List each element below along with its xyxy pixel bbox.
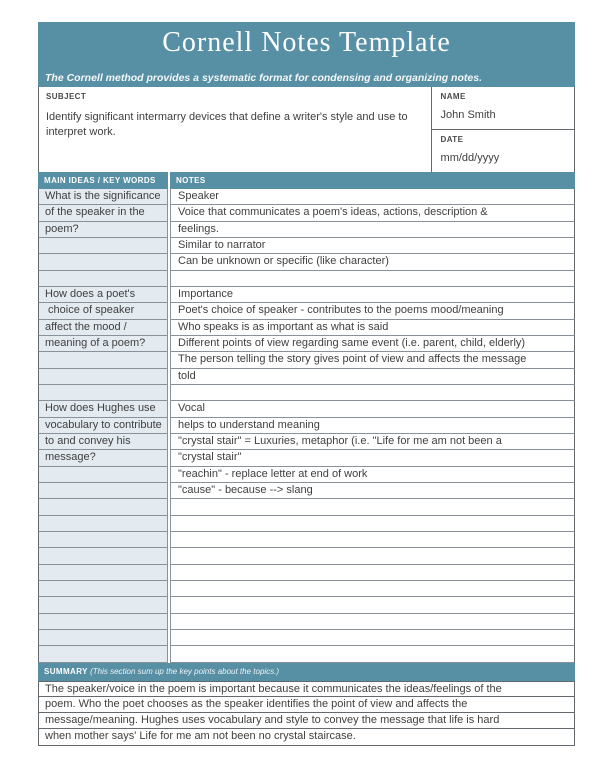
table-row (38, 189, 575, 205)
subject-field (39, 87, 432, 172)
note-cell[interactable]: "crystal stair" = Luxuries, metaphor (i.e. "Life for me am not been a (170, 434, 575, 450)
note-cell[interactable]: The person telling the story gives point of view and affects the message (170, 352, 575, 368)
note-cell[interactable]: Voice that communicates a poem's ideas, actions, description & (170, 205, 575, 221)
banner (38, 22, 575, 87)
note-cell[interactable]: Can be unknown or specific (like character) (170, 254, 575, 270)
table-row (38, 401, 575, 417)
key-cell[interactable]: How does a poet's (38, 287, 168, 303)
key-cell[interactable] (38, 483, 168, 499)
note-cell[interactable]: Who speaks is as important as what is said (170, 320, 575, 336)
key-cell[interactable] (38, 548, 168, 564)
table-row (38, 516, 575, 532)
key-cell[interactable]: How does Hughes use (38, 401, 168, 417)
table-row (38, 434, 575, 450)
key-cell[interactable]: meaning of a poem? (38, 336, 168, 352)
key-cell[interactable] (38, 385, 168, 401)
key-cell[interactable] (38, 516, 168, 532)
key-cell[interactable] (38, 254, 168, 270)
note-cell[interactable] (170, 532, 575, 548)
table-row (38, 597, 575, 613)
key-cell[interactable]: of the speaker in the (38, 205, 168, 221)
key-cell[interactable]: vocabulary to contribute (38, 418, 168, 434)
table-row (38, 222, 575, 238)
note-cell[interactable]: told (170, 369, 575, 385)
cornell-notes-page (38, 22, 575, 746)
table-row (38, 320, 575, 336)
note-cell[interactable] (170, 548, 575, 564)
key-cell[interactable] (38, 352, 168, 368)
key-cell[interactable] (38, 646, 168, 662)
name-label: NAME (440, 92, 466, 101)
key-cell[interactable] (38, 581, 168, 597)
key-cell[interactable] (38, 467, 168, 483)
key-cell[interactable] (38, 271, 168, 287)
key-cell[interactable]: to and convey his (38, 434, 168, 450)
note-cell[interactable] (170, 614, 575, 630)
table-row (38, 287, 575, 303)
key-cell[interactable] (38, 369, 168, 385)
notes-header: NOTES (170, 172, 575, 189)
subject-label: SUBJECT (46, 92, 87, 101)
note-cell[interactable] (170, 646, 575, 662)
table-row (38, 467, 575, 483)
table-row (38, 205, 575, 221)
table-row (38, 303, 575, 319)
table-row (38, 352, 575, 368)
key-cell[interactable]: What is the significance (38, 189, 168, 205)
note-cell[interactable] (170, 597, 575, 613)
summary-line[interactable]: message/meaning. Hughes uses vocabulary and style to convey the message that life is hard (38, 713, 575, 729)
name-date-column (432, 87, 574, 172)
page-title: Cornell Notes Template (162, 27, 451, 58)
table-row (38, 483, 575, 499)
table-row (38, 254, 575, 270)
date-field (432, 130, 574, 172)
notes-table (38, 172, 575, 663)
note-cell[interactable] (170, 385, 575, 401)
key-cell[interactable]: choice of speaker (38, 303, 168, 319)
summary-label: SUMMARY (44, 666, 88, 676)
key-cell[interactable]: message? (38, 450, 168, 466)
note-cell[interactable] (170, 630, 575, 646)
page-subtitle: The Cornell method provides a systematic format for condensing and organizing notes. (45, 72, 482, 84)
note-cell[interactable]: Speaker (170, 189, 575, 205)
name-value[interactable]: John Smith (440, 109, 496, 121)
table-row (38, 581, 575, 597)
notes-table-header (38, 172, 575, 189)
table-row (38, 548, 575, 564)
note-cell[interactable]: "reachin" - replace letter at end of work (170, 467, 575, 483)
note-cell[interactable] (170, 565, 575, 581)
summary-body (38, 681, 575, 746)
date-value[interactable]: mm/dd/yyyy (440, 152, 500, 164)
note-cell[interactable] (170, 581, 575, 597)
table-row (38, 532, 575, 548)
key-words-header: MAIN IDEAS / KEY WORDS (38, 172, 168, 189)
name-field (432, 87, 574, 130)
note-cell[interactable] (170, 516, 575, 532)
key-cell[interactable]: poem? (38, 222, 168, 238)
table-row (38, 418, 575, 434)
key-cell[interactable] (38, 614, 168, 630)
table-row (38, 385, 575, 401)
summary-header (38, 663, 575, 681)
note-cell[interactable]: Importance (170, 287, 575, 303)
summary-section (38, 663, 575, 746)
summary-hint: (This section sum up the key points about the topics.) (90, 666, 280, 676)
meta-section (38, 87, 575, 172)
key-cell[interactable] (38, 532, 168, 548)
key-cell[interactable]: affect the mood / (38, 320, 168, 336)
table-row (38, 565, 575, 581)
table-row (38, 271, 575, 287)
table-row (38, 369, 575, 385)
key-cell[interactable] (38, 499, 168, 515)
summary-line[interactable]: The speaker/voice in the poem is important because it communicates the ideas/feelings of the (38, 681, 575, 697)
subject-text[interactable]: Identify significant intermarry devices that define a writer's style and use to interpret work. (46, 111, 408, 138)
key-cell[interactable] (38, 630, 168, 646)
key-cell[interactable] (38, 597, 168, 613)
table-row (38, 499, 575, 515)
note-cell[interactable] (170, 499, 575, 515)
key-cell[interactable] (38, 565, 168, 581)
note-cell[interactable]: Vocal (170, 401, 575, 417)
note-cell[interactable]: Different points of view regarding same event (i.e. parent, child, elderly) (170, 336, 575, 352)
date-label: DATE (440, 135, 464, 144)
table-row (38, 630, 575, 646)
table-row (38, 238, 575, 254)
summary-line[interactable]: when mother says' Life for me am not been no crystal staircase. (38, 729, 575, 745)
table-row (38, 614, 575, 630)
key-cell[interactable] (38, 238, 168, 254)
summary-line[interactable]: poem. Who the poet chooses as the speaker identifies the point of view and affects the (38, 697, 575, 713)
note-cell[interactable]: feelings. (170, 222, 575, 238)
table-row (38, 646, 575, 662)
table-row (38, 450, 575, 466)
note-cell[interactable]: "crystal stair" (170, 450, 575, 466)
note-cell[interactable]: Poet's choice of speaker - contributes to the poems mood/meaning (170, 303, 575, 319)
note-cell[interactable]: Similar to narrator (170, 238, 575, 254)
table-row (38, 336, 575, 352)
notes-table-body (38, 189, 575, 663)
note-cell[interactable]: "cause" - because --> slang (170, 483, 575, 499)
note-cell[interactable] (170, 271, 575, 287)
note-cell[interactable]: helps to understand meaning (170, 418, 575, 434)
